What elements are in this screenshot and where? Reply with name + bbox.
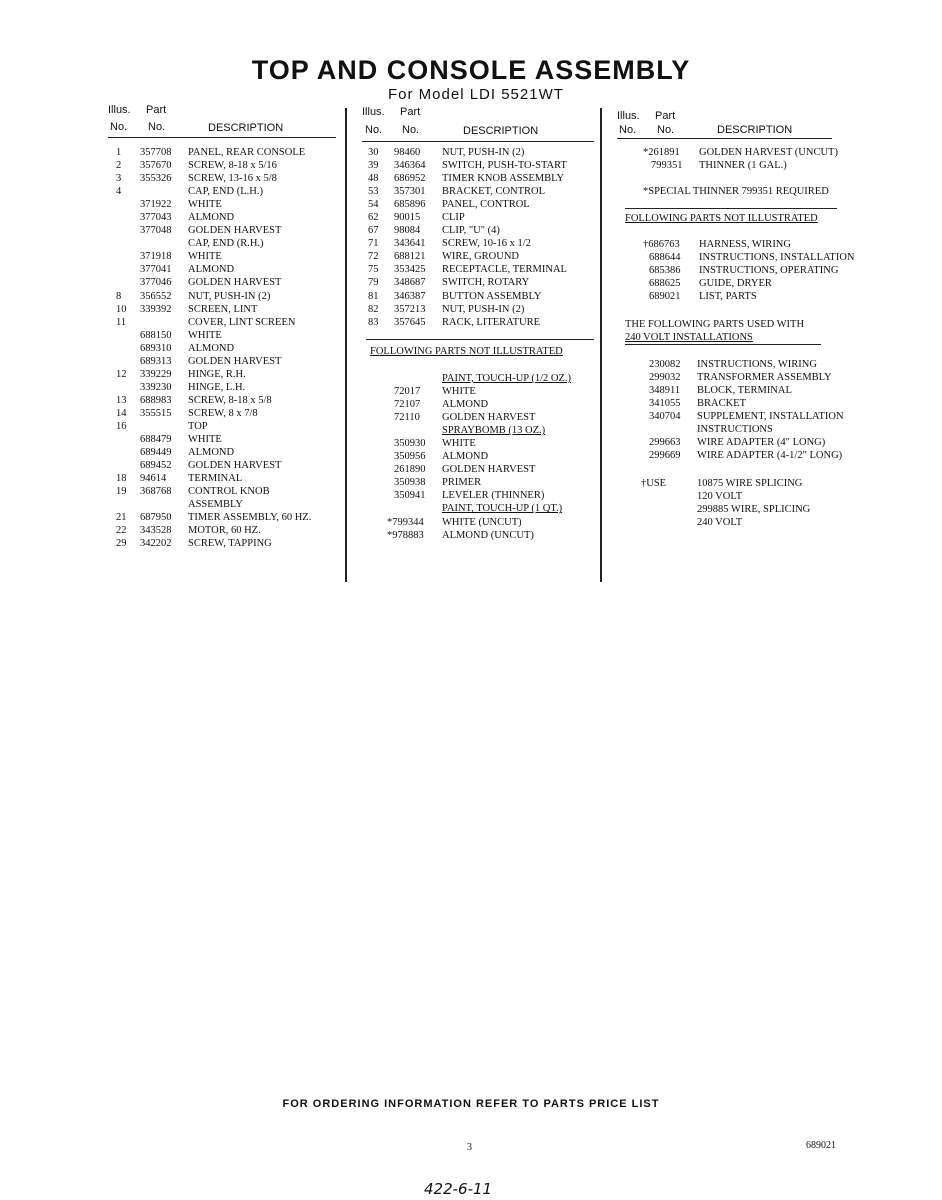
illus-label: Illus. (617, 110, 640, 122)
parts-row: 688644 INSTRUCTIONS, INSTALLATION (649, 252, 855, 264)
parts-row: *799344 WHITE (UNCUT) (387, 516, 522, 528)
parts-row: 30 98460 NUT, PUSH-IN (2) (368, 147, 525, 158)
section-rule (625, 208, 837, 209)
parts-row: 72110 GOLDEN HARVEST (394, 412, 536, 424)
header-rule (362, 141, 594, 142)
parts-row: 53 357301 BRACKET, CONTROL (368, 186, 546, 198)
parts-row: 19 368768 CONTROL KNOB (116, 486, 270, 498)
parts-row: 350941 LEVELER (THINNER) (394, 490, 545, 502)
column-divider (345, 108, 347, 582)
illus-no-label: No. (110, 121, 128, 133)
parts-row: 75 353425 RECEPTACLE, TERMINAL (368, 264, 567, 276)
parts-row: 62 90015 CLIP (368, 212, 465, 224)
parts-row: 39 346364 SWITCH, PUSH-TO-START (368, 160, 567, 172)
splicing-list (617, 477, 877, 529)
parts-row: 688625 GUIDE, DRYER (649, 278, 772, 290)
parts-row: 82 357213 NUT, PUSH-IN (2) (368, 303, 525, 315)
header-rule (617, 138, 832, 139)
column-divider (600, 108, 602, 582)
parts-row: 299885 WIRE, SPLICING (697, 504, 811, 516)
parts-row: 8 356552 NUT, PUSH-IN (2) (116, 290, 271, 302)
parts-row: 2 357670 SCREW, 8-18 x 5/16 (116, 160, 277, 172)
description-label: DESCRIPTION (463, 125, 539, 137)
column-2 (362, 104, 594, 138)
parts-row: 350956 ALMOND (394, 451, 489, 463)
parts-row: 120 VOLT (697, 491, 743, 503)
parts-row: 689449 ALMOND (140, 447, 235, 459)
part-label: Part (655, 110, 676, 122)
parts-row: 348911 BLOCK, TERMINAL (649, 385, 792, 397)
section-rule (625, 344, 821, 345)
parts-row: 18 94614 TERMINAL (116, 473, 243, 485)
handwritten-note: 422-6-11 (424, 1180, 493, 1198)
parts-row: 71 343641 SCREW, 10-16 x 1/2 (368, 238, 531, 250)
parts-row: 685386 INSTRUCTIONS, OPERATING (649, 265, 839, 277)
parts-row: CAP, END (R.H.) (188, 238, 264, 250)
description-label: DESCRIPTION (717, 124, 793, 136)
section-rule (366, 339, 594, 340)
parts-row: 22 343528 MOTOR, 60 HZ. (116, 525, 261, 537)
parts-row: 16 TOP (116, 420, 208, 432)
parts-row: 29 342202 SCREW, TAPPING (116, 538, 272, 550)
document-number: 689021 (806, 1140, 836, 1151)
parts-row: 799351 THINNER (1 GAL.) (651, 160, 787, 172)
240-volt-heading: THE FOLLOWING PARTS USED WITH 240 VOLT INSTALLATIONS (625, 319, 805, 344)
illus-no-label: No. (365, 124, 383, 136)
header-rule (108, 137, 336, 138)
parts-row: 689313 GOLDEN HARVEST (140, 355, 282, 367)
parts-row: 48 686952 TIMER KNOB ASSEMBLY (368, 173, 565, 185)
parts-row: 13 688983 SCREW, 8-18 x 5/8 (116, 394, 272, 406)
parts-row: 240 VOLT (697, 517, 743, 529)
parts-row: 81 346387 BUTTON ASSEMBLY (368, 290, 542, 302)
parts-row: 377041 ALMOND (140, 264, 235, 276)
parts-row: 350930 WHITE (394, 438, 476, 450)
not-illustrated-heading-2: FOLLOWING PARTS NOT ILLUSTRATED (370, 346, 563, 357)
parts-row: 3 355326 SCREW, 13-16 x 5/8 (116, 173, 277, 185)
parts-row: 261890 GOLDEN HARVEST (394, 464, 536, 476)
parts-row: 12 339229 HINGE, R.H. (116, 368, 246, 380)
not-illustrated-heading-3: FOLLOWING PARTS NOT ILLUSTRATED (625, 213, 818, 224)
page-title: TOP AND CONSOLE ASSEMBLY (251, 55, 691, 85)
column-2-header (362, 104, 594, 138)
parts-row: 689310 ALMOND (140, 342, 235, 354)
part-label: Part (400, 106, 421, 118)
parts-row: 72 688121 WIRE, GROUND (368, 251, 519, 263)
parts-row: 230082 INSTRUCTIONS, WIRING (649, 359, 817, 370)
parts-row: 377048 GOLDEN HARVEST (140, 225, 282, 237)
not-illustrated-list-2 (362, 372, 594, 542)
parts-row: 1 357708 PANEL, REAR CONSOLE (116, 147, 306, 158)
parts-row: 72017 WHITE (394, 386, 476, 398)
parts-row: 340704 SUPPLEMENT, INSTALLATION (649, 411, 844, 423)
parts-row: 67 98084 CLIP, "U" (4) (368, 225, 500, 237)
not-illustrated-list-3 (617, 238, 877, 303)
parts-row: 4 CAP, END (L.H.) (116, 186, 263, 198)
parts-row: SPRAYBOMB (13 OZ.) (442, 425, 546, 437)
parts-row: †686763 HARNESS, WIRING (643, 239, 791, 250)
parts-row: 688150 WHITE (140, 329, 222, 341)
parts-row: 341055 BRACKET (649, 398, 747, 410)
parts-row: 339230 HINGE, L.H. (140, 381, 246, 393)
parts-row: PAINT, TOUCH-UP (1/2 OZ.) (442, 373, 572, 384)
part-no-label: No. (148, 121, 166, 133)
page-number: 3 (467, 1142, 472, 1153)
parts-row: 10 339392 SCREEN, LINT (116, 303, 258, 315)
parts-row: 79 348687 SWITCH, ROTARY (368, 277, 530, 289)
parts-row: 72107 ALMOND (394, 399, 489, 411)
parts-row: 54 685896 PANEL, CONTROL (368, 199, 530, 211)
column-1-header (108, 104, 340, 138)
illus-label: Illus. (362, 106, 385, 118)
description-label: DESCRIPTION (208, 122, 284, 134)
parts-row: 377046 GOLDEN HARVEST (140, 277, 282, 289)
parts-row: 83 357645 RACK, LITERATURE (368, 316, 540, 328)
parts-row: 688479 WHITE (140, 434, 222, 446)
parts-row: 14 355515 SCREW, 8 x 7/8 (116, 407, 258, 419)
column-3-header (617, 104, 849, 138)
model-subtitle: For Model LDI 5521WT (388, 86, 564, 103)
parts-row: 299032 TRANSFORMER ASSEMBLY (649, 372, 832, 384)
parts-row: *261891 GOLDEN HARVEST (UNCUT) (643, 147, 838, 158)
parts-list-1 (108, 146, 340, 550)
parts-row: 689021 LIST, PARTS (649, 291, 757, 303)
part-no-label: No. (657, 124, 675, 136)
parts-list-3 (617, 146, 877, 172)
special-thinner-note: *SPECIAL THINNER 799351 REQUIRED (643, 186, 829, 197)
parts-row: 371922 WHITE (140, 199, 222, 211)
part-label: Part (146, 104, 167, 116)
parts-row: INSTRUCTIONS (697, 424, 773, 436)
parts-row: 377043 ALMOND (140, 212, 235, 224)
parts-row: 299663 WIRE ADAPTER (4" LONG) (649, 437, 826, 449)
ordering-footer: FOR ORDERING INFORMATION REFER TO PARTS PRICE LIST (282, 1098, 660, 1110)
illus-label: Illus. (108, 104, 131, 116)
parts-row: 11 COVER, LINT SCREEN (116, 316, 296, 328)
parts-row: 371918 WHITE (140, 251, 222, 263)
parts-row: 689452 GOLDEN HARVEST (140, 460, 282, 472)
column-1 (108, 104, 340, 138)
parts-list-2 (362, 146, 594, 329)
parts-row: ASSEMBLY (188, 499, 243, 511)
part-no-label: No. (402, 124, 420, 136)
column-3 (617, 104, 849, 138)
parts-row: PAINT, TOUCH-UP (1 QT.) (442, 503, 563, 515)
parts-row: †USE 10875 WIRE SPLICING (641, 478, 803, 489)
illus-no-label: No. (619, 124, 637, 136)
parts-row: 21 687950 TIMER ASSEMBLY, 60 HZ. (116, 512, 312, 524)
240-volt-list (617, 358, 877, 462)
parts-row: 350938 PRIMER (394, 477, 482, 489)
parts-row: 299669 WIRE ADAPTER (4-1/2" LONG) (649, 450, 843, 462)
parts-row: *978883 ALMOND (UNCUT) (387, 529, 534, 541)
